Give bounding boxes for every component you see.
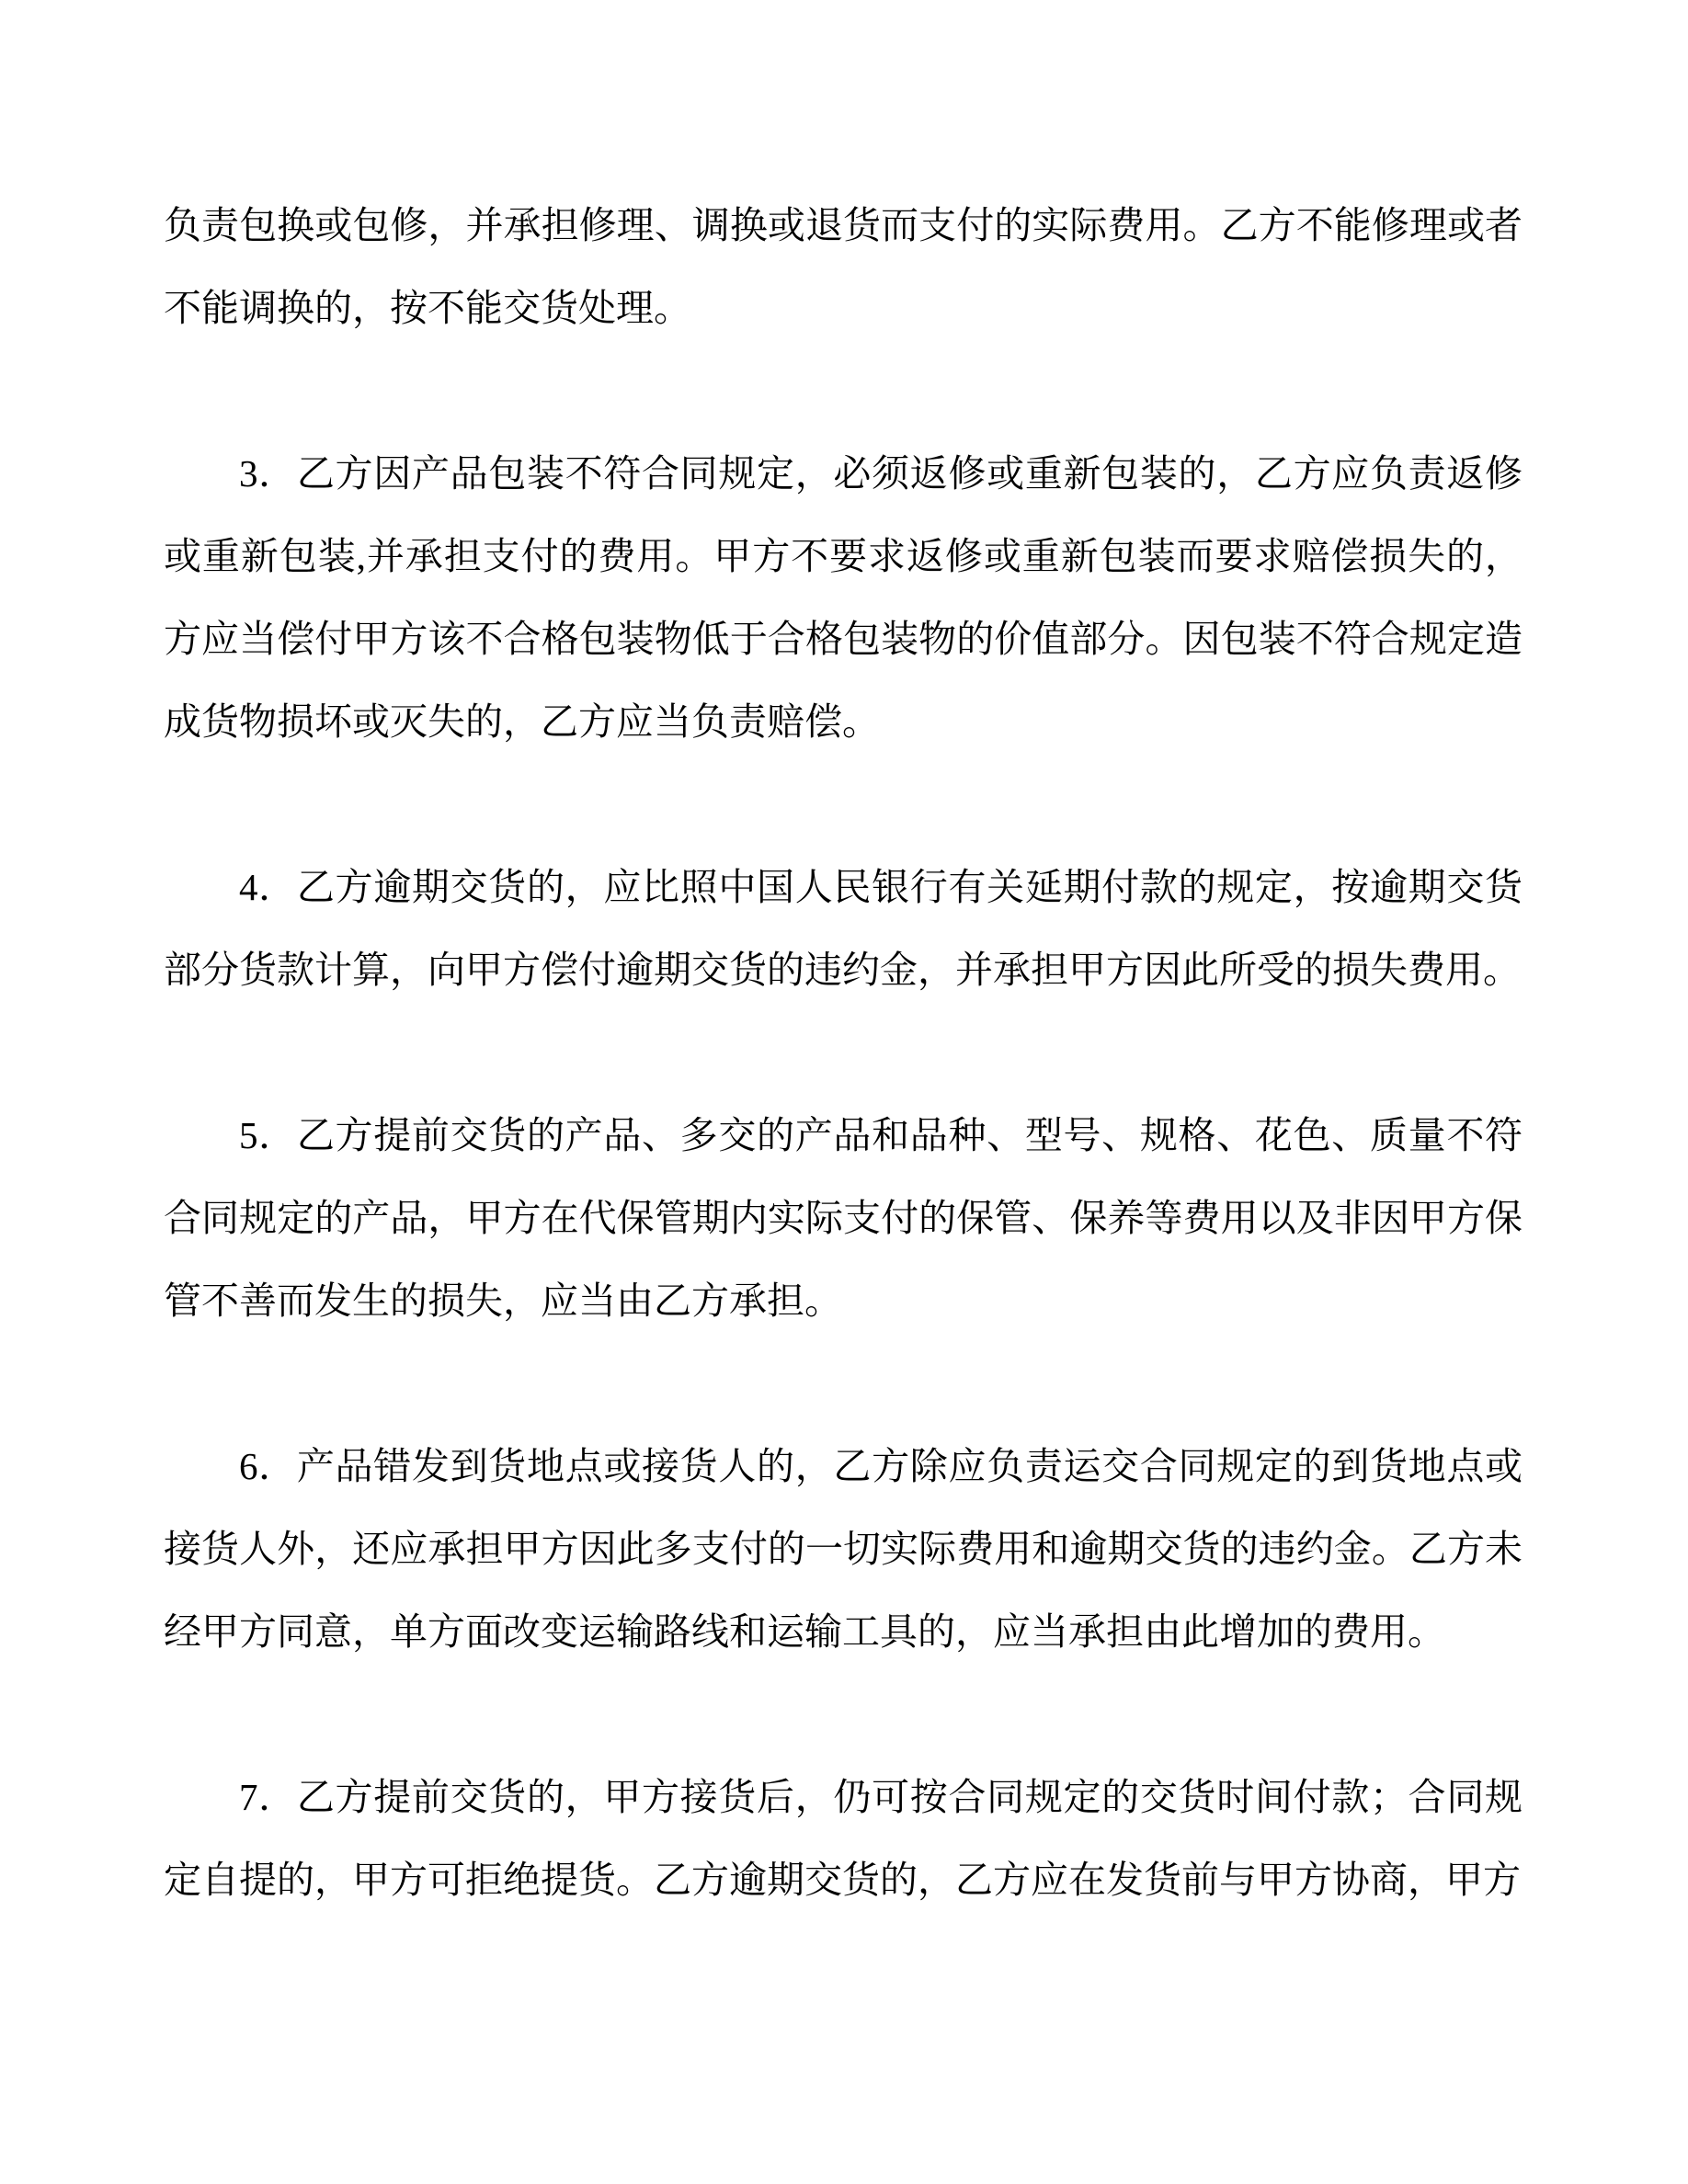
paragraph-clause-4: 4．乙方逾期交货的，应比照中国人民银行有关延期付款的规定，按逾期交货部分货款计算，向甲方偿付逾期交货的违约金，并承担甲方因此所受的损失费用。	[164, 866, 1523, 991]
paragraph-clause-5: 5．乙方提前交货的产品、多交的产品和品种、型号、规格、花色、质量不符合同规定的产品，甲方在代保管期内实际支付的保管、保养等费用以及非因甲方保管不善而发生的损失，应当由乙方承担。	[164, 1114, 1523, 1322]
document-body	[164, 184, 1523, 1921]
paragraph-clause-7: 7．乙方提前交货的，甲方接货后，仍可按合同规定的交货时间付款；合同规定自提的，甲方可拒绝提货。乙方逾期交货的，乙方应在发货前与甲方协商，甲方	[164, 1776, 1523, 1901]
paragraph-clause-3: 3．乙方因产品包装不符合同规定，必须返修或重新包装的，乙方应负责返修或重新包装,并承担支付的费用。甲方不要求返修或重新包装而要求赔偿损失的，方应当偿付甲方该不合格包装物低于合格包装物的价值部分。因包装不符合规定造成货物损坏或灭失的，乙方应当负责赔偿。	[164, 452, 1523, 743]
paragraph-continuation: 负责包换或包修，并承担修理、调换或退货而支付的实际费用。乙方不能修理或者不能调换的，按不能交货处理。	[164, 204, 1523, 329]
paragraph-clause-6: 6．产品错发到货地点或接货人的，乙方除应负责运交合同规定的到货地点或接货人外，还应承担甲方因此多支付的一切实际费用和逾期交货的违约金。乙方未经甲方同意，单方面改变运输路线和运输工具的，应当承担由此增加的费用。	[164, 1445, 1523, 1653]
